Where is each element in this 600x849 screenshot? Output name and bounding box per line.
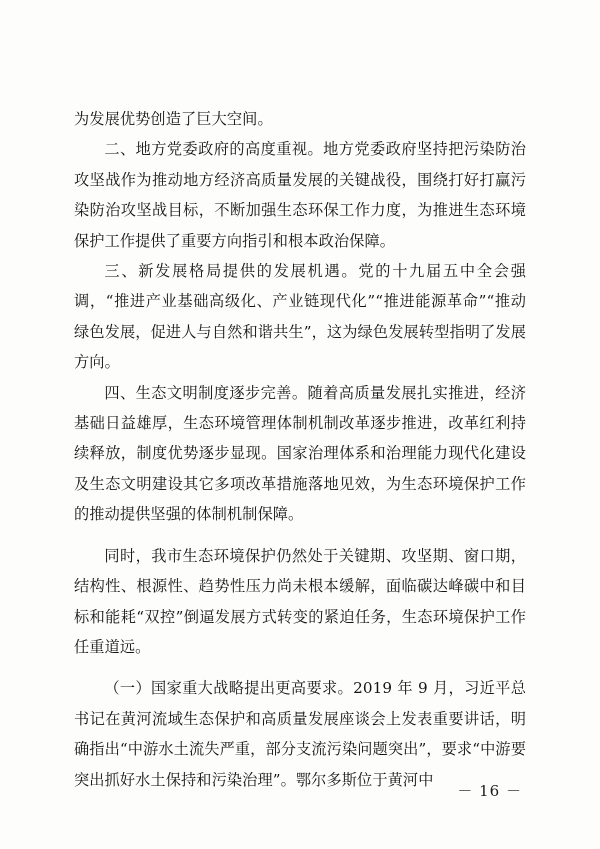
paragraph: 二、地方党委政府的高度重视。地方党委政府坚持把污染防治攻坚战作为推动地方经济高质量发展的关键战役，围绕打好打赢污染防治攻坚战目标，不断加强生态环保工作力度，为推进生态环境保护工作提供了重要方向指引和根本政治保障。 — [74, 140, 526, 250]
paragraph: （一）国家重大战略提出更高要求。2019 年 9 月，习近平总书记在黄河流域生态保护和高质量发展座谈会上发表重要讲话，明确指出“中游水土流失严重，部分支流污染问题突出”，要求“中游要突出抓好水土保持和污染治理”。鄂尔多斯位于黄河中 — [74, 679, 526, 789]
paragraph: 同时，我市生态环境保护仍然处于关键期、攻坚期、窗口期，结构性、根源性、趋势性压力尚未根本缓解，面临碳达峰碳中和目标和能耗“双控”倒逼发展方式转变的紧迫任务，生态环境保护工作任重道远。 — [74, 546, 526, 656]
document-body — [74, 104, 526, 795]
page-number: － 16 － — [457, 782, 522, 800]
paragraph: 为发展优势创造了巨大空间。 — [74, 110, 273, 128]
paragraph: 三、新发展格局提供的发展机遇。党的十九届五中全会强调，“推进产业基础高级化、产业链现代化”“推进能源革命”“推动绿色发展，促进人与自然和谐共生”，这为绿色发展转型指明了发展方向。 — [74, 262, 526, 372]
paragraph: 四、生态文明制度逐步完善。随着高质量发展扎实推进，经济基础日益雄厚，生态环境管理体制机制改革逐步推进，改革红利持续释放，制度优势逐步显现。国家治理体系和治理能力现代化建设及生态文明建设其它多项改革措施落地见效，为生态环境保护工作的推动提供坚强的体制机制保障。 — [74, 383, 526, 524]
